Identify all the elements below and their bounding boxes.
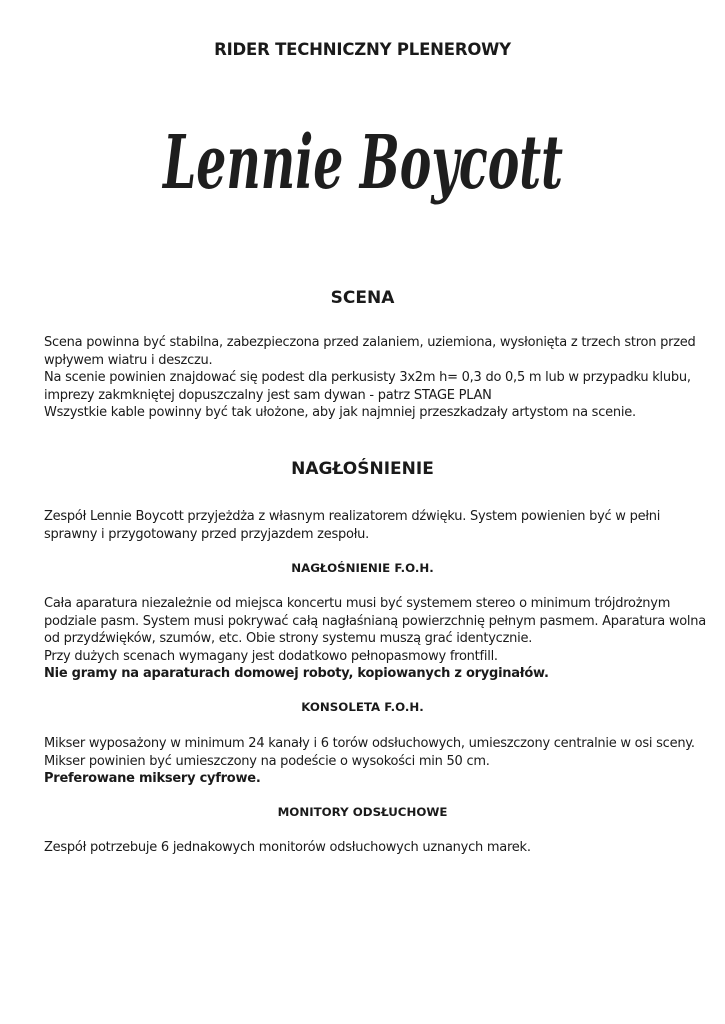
- scena-line: Wszystkie kable powinny być tak ułożone, aby jak najmniej przeszkadzały artystom na scenie.: [44, 405, 636, 420]
- monitory-paragraph: [44, 839, 694, 857]
- scena-line: imprezy zakmkniętej dopuszczalny jest sam dywan - patrz STAGE PLAN: [44, 387, 492, 403]
- foh-emphasis: Nie gramy na aparaturach domowej roboty, kopiowanych z oryginałów.: [44, 666, 549, 681]
- naglosnienie-line: Zespół Lennie Boycott przyjeżdża z własnym realizatorem dźwięku. System powienien być w pełni: [44, 509, 661, 524]
- foh-paragraph: [44, 595, 706, 683]
- scena-paragraph: [44, 334, 694, 422]
- scena-line: wpływem wiatru i deszczu.: [44, 352, 213, 368]
- naglosnienie-paragraph: [44, 508, 694, 543]
- foh-heading: NAGŁOŚNIENIE F.O.H.: [291, 561, 434, 575]
- foh-line: podziale pasm. System musi pokrywać całą nagłaśnianą powierzchnię pełnym pasmem. Aparatura wolna: [44, 613, 706, 629]
- scena-line: Na scenie powinien znajdować się podest dla perkusisty 3x2m h= 0,3 do 0,5 m lub w przypadku klubu,: [44, 370, 691, 385]
- monitory-line: Zespół potrzebuje 6 jednakowych monitorów odsłuchowych uznanych marek.: [44, 840, 531, 855]
- konsoleta-heading: KONSOLETA F.O.H.: [301, 700, 424, 714]
- naglosnienie-heading: NAGŁOŚNIENIE: [291, 459, 434, 479]
- konsoleta-emphasis: Preferowane miksery cyfrowe.: [44, 771, 261, 786]
- foh-line: Przy dużych scenach wymagany jest dodatkowo pełnopasmowy frontfill.: [44, 648, 498, 664]
- band-logo-text: Lennie Boycott: [161, 120, 563, 206]
- document-title: RIDER TECHNICZNY PLENEROWY: [214, 40, 511, 59]
- scena-line: Scena powinna być stabilna, zabezpieczona przed zalaniem, uziemiona, wysłonięta z trzech stron przed: [44, 335, 696, 350]
- band-logo: [0, 100, 725, 220]
- monitory-heading: MONITORY ODSŁUCHOWE: [277, 805, 448, 819]
- foh-line: Cała aparatura niezależnie od miejsca koncertu musi być systemem stereo o minimum trójdrożnym: [44, 596, 671, 611]
- foh-line: od przydźwięków, szumów, etc. Obie strony systemu muszą grać identycznie.: [44, 631, 533, 646]
- konsoleta-line: Mikser wyposażony w minimum 24 kanały i 6 torów odsłuchowych, umieszczony centralnie w osi sceny.: [44, 736, 695, 751]
- konsoleta-paragraph: [44, 735, 694, 788]
- scena-heading: SCENA: [330, 288, 395, 308]
- konsoleta-line: Mikser powinien być umieszczony na podeście o wysokości min 50 cm.: [44, 753, 490, 769]
- band-logo-wordmark: [143, 100, 583, 220]
- naglosnienie-line: sprawny i przygotowany przed przyjazdem zespołu.: [44, 526, 370, 542]
